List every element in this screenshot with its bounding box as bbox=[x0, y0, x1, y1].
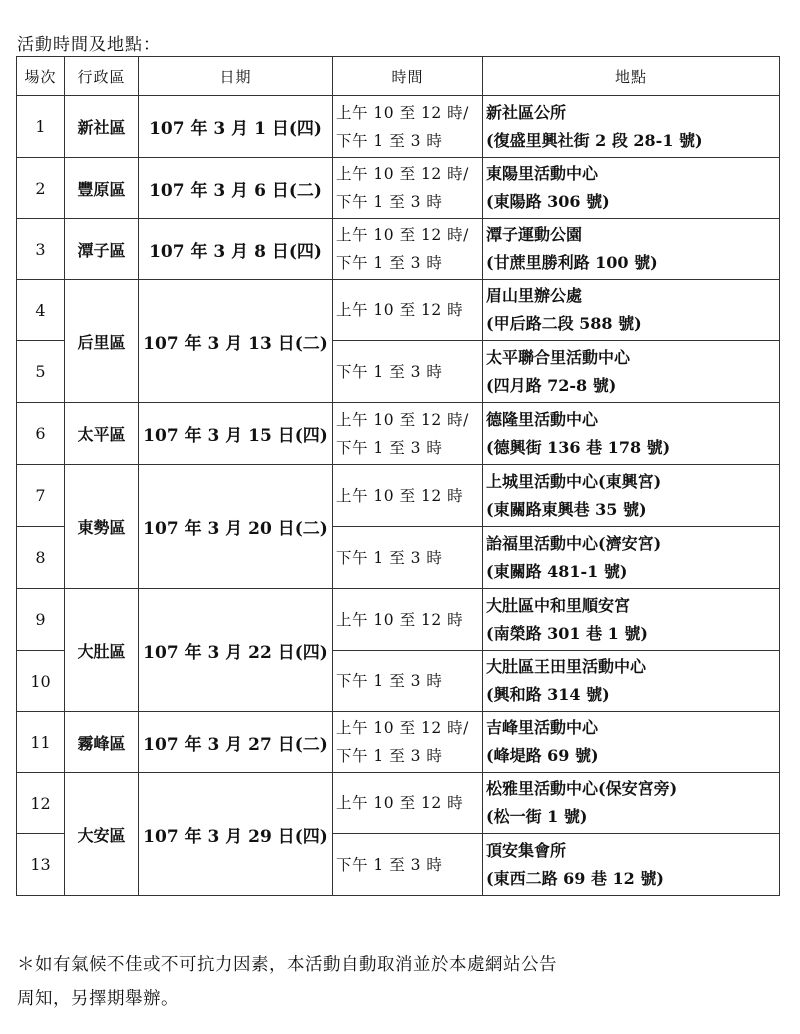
session-number-cell: 4 bbox=[17, 280, 65, 341]
table-row bbox=[17, 773, 780, 834]
location-cell bbox=[483, 158, 780, 219]
time-cell bbox=[333, 158, 483, 219]
location-line: 大肚區王田里活動中心 bbox=[486, 657, 647, 676]
location-cell bbox=[483, 651, 780, 712]
location-cell bbox=[483, 773, 780, 834]
location-cell bbox=[483, 96, 780, 158]
time-line: 上午 10 至 12 時/ bbox=[336, 165, 469, 183]
location-cell bbox=[483, 403, 780, 465]
time-line: 下午 1 至 3 時 bbox=[336, 747, 443, 765]
session-number-cell: 5 bbox=[17, 341, 65, 403]
session-number-cell: 9 bbox=[17, 589, 65, 651]
footnote bbox=[17, 948, 557, 1016]
table-row bbox=[17, 589, 780, 651]
date-cell: 107 年 3 月 27 日(二) bbox=[139, 712, 333, 773]
time-cell bbox=[333, 651, 483, 712]
location-line: (東西二路 69 巷 12 號) bbox=[486, 868, 664, 888]
location-line: 大肚區中和里順安宮 bbox=[486, 595, 631, 615]
time-cell bbox=[333, 465, 483, 527]
column-header-district: 行政區 bbox=[65, 57, 139, 96]
date-cell: 107 年 3 月 13 日(二) bbox=[139, 280, 333, 403]
time-cell bbox=[333, 219, 483, 280]
session-number-cell: 8 bbox=[17, 527, 65, 589]
location-cell bbox=[483, 465, 780, 527]
district-cell: 后里區 bbox=[65, 280, 139, 403]
location-cell bbox=[483, 834, 780, 896]
time-line: 上午 10 至 12 時 bbox=[336, 610, 464, 629]
session-number-cell: 12 bbox=[17, 773, 65, 834]
location-line: 新社區公所 bbox=[486, 102, 567, 122]
table-row bbox=[17, 465, 780, 527]
location-line: 潭子運動公園 bbox=[486, 225, 583, 244]
location-line: (南榮路 301 巷 1 號) bbox=[486, 623, 648, 643]
time-line: 下午 1 至 3 時 bbox=[336, 254, 443, 272]
time-cell bbox=[333, 403, 483, 465]
session-number-cell: 11 bbox=[17, 712, 65, 773]
district-cell: 霧峰區 bbox=[65, 712, 139, 773]
district-cell: 潭子區 bbox=[65, 219, 139, 280]
schedule-table bbox=[16, 56, 780, 896]
time-line: 上午 10 至 12 時 bbox=[336, 794, 464, 812]
time-cell bbox=[333, 712, 483, 773]
time-cell bbox=[333, 341, 483, 403]
footnote-line: 周知，另擇期舉辦。 bbox=[17, 989, 179, 1009]
session-number-cell: 3 bbox=[17, 219, 65, 280]
district-cell: 豐原區 bbox=[65, 158, 139, 219]
table-row bbox=[17, 403, 780, 465]
time-line: 上午 10 至 12 時/ bbox=[336, 226, 469, 244]
location-line: 詒福里活動中心(濟安宮) bbox=[486, 533, 662, 553]
location-cell bbox=[483, 527, 780, 589]
time-cell bbox=[333, 527, 483, 589]
time-cell bbox=[333, 96, 483, 158]
time-cell bbox=[333, 280, 483, 341]
table-row bbox=[17, 712, 780, 773]
time-line: 下午 1 至 3 時 bbox=[336, 438, 443, 457]
time-line: 上午 10 至 12 時/ bbox=[336, 719, 469, 737]
session-number-cell: 2 bbox=[17, 158, 65, 219]
session-number-cell: 13 bbox=[17, 834, 65, 896]
date-cell: 107 年 3 月 22 日(四) bbox=[139, 589, 333, 712]
table-row bbox=[17, 219, 780, 280]
location-line: (甲后路二段 588 號) bbox=[486, 314, 642, 333]
district-cell: 大安區 bbox=[65, 773, 139, 896]
date-cell: 107 年 3 月 15 日(四) bbox=[139, 403, 333, 465]
session-number-cell: 6 bbox=[17, 403, 65, 465]
district-cell: 東勢區 bbox=[65, 465, 139, 589]
location-line: (四月路 72-8 號) bbox=[486, 375, 617, 395]
location-line: (德興街 136 巷 178 號) bbox=[486, 437, 671, 457]
location-line: (峰堤路 69 號) bbox=[486, 746, 599, 765]
date-cell: 107 年 3 月 20 日(二) bbox=[139, 465, 333, 589]
time-line: 上午 10 至 12 時 bbox=[336, 486, 464, 505]
table-header-row bbox=[17, 57, 780, 96]
time-line: 下午 1 至 3 時 bbox=[336, 131, 443, 150]
location-cell bbox=[483, 589, 780, 651]
table-row bbox=[17, 96, 780, 158]
location-line: (東關路東興巷 35 號) bbox=[486, 499, 647, 519]
column-header-session: 場次 bbox=[17, 57, 65, 96]
session-number-cell: 1 bbox=[17, 96, 65, 158]
time-cell bbox=[333, 773, 483, 834]
location-line: 德隆里活動中心 bbox=[486, 409, 599, 429]
column-header-date: 日期 bbox=[139, 57, 333, 96]
time-line: 下午 1 至 3 時 bbox=[336, 672, 443, 690]
footnote-line: ＊如有氣候不佳或不可抗力因素，本活動自動取消並於本處網站公告 bbox=[17, 955, 557, 975]
time-line: 上午 10 至 12 時/ bbox=[336, 103, 469, 122]
date-cell: 107 年 3 月 8 日(四) bbox=[139, 219, 333, 280]
location-line: (東關路 481-1 號) bbox=[486, 561, 628, 581]
location-line: (東陽路 306 號) bbox=[486, 192, 610, 211]
time-line: 下午 1 至 3 時 bbox=[336, 362, 443, 381]
location-line: (復盛里興社街 2 段 28-1 號) bbox=[486, 130, 703, 150]
district-cell: 大肚區 bbox=[65, 589, 139, 712]
time-cell bbox=[333, 589, 483, 651]
date-cell: 107 年 3 月 29 日(四) bbox=[139, 773, 333, 896]
date-cell: 107 年 3 月 1 日(四) bbox=[139, 96, 333, 158]
table-row bbox=[17, 158, 780, 219]
schedule-body bbox=[17, 96, 780, 896]
time-line: 上午 10 至 12 時 bbox=[336, 301, 464, 319]
time-line: 下午 1 至 3 時 bbox=[336, 855, 443, 874]
page-heading: 活動時間及地點： bbox=[17, 35, 161, 55]
location-cell bbox=[483, 280, 780, 341]
location-cell bbox=[483, 219, 780, 280]
column-header-time: 時間 bbox=[333, 57, 483, 96]
location-cell bbox=[483, 712, 780, 773]
location-cell bbox=[483, 341, 780, 403]
location-line: (興和路 314 號) bbox=[486, 685, 610, 704]
time-line: 下午 1 至 3 時 bbox=[336, 193, 443, 211]
location-line: 松雅里活動中心(保安宮旁) bbox=[486, 779, 678, 798]
date-cell: 107 年 3 月 6 日(二) bbox=[139, 158, 333, 219]
table-row bbox=[17, 280, 780, 341]
location-line: 頂安集會所 bbox=[486, 840, 567, 860]
district-cell: 太平區 bbox=[65, 403, 139, 465]
location-line: 東陽里活動中心 bbox=[486, 164, 599, 183]
location-line: 眉山里辦公處 bbox=[486, 286, 583, 305]
location-line: 太平聯合里活動中心 bbox=[486, 347, 631, 367]
column-header-location: 地點 bbox=[483, 57, 780, 96]
location-line: 上城里活動中心(東興宮) bbox=[486, 471, 662, 491]
location-line: (甘蔗里勝利路 100 號) bbox=[486, 253, 658, 272]
location-line: 吉峰里活動中心 bbox=[486, 718, 599, 737]
time-line: 上午 10 至 12 時/ bbox=[336, 410, 469, 429]
location-line: (松一街 1 號) bbox=[486, 807, 588, 826]
time-cell bbox=[333, 834, 483, 896]
session-number-cell: 7 bbox=[17, 465, 65, 527]
session-number-cell: 10 bbox=[17, 651, 65, 712]
district-cell: 新社區 bbox=[65, 96, 139, 158]
time-line: 下午 1 至 3 時 bbox=[336, 548, 443, 567]
